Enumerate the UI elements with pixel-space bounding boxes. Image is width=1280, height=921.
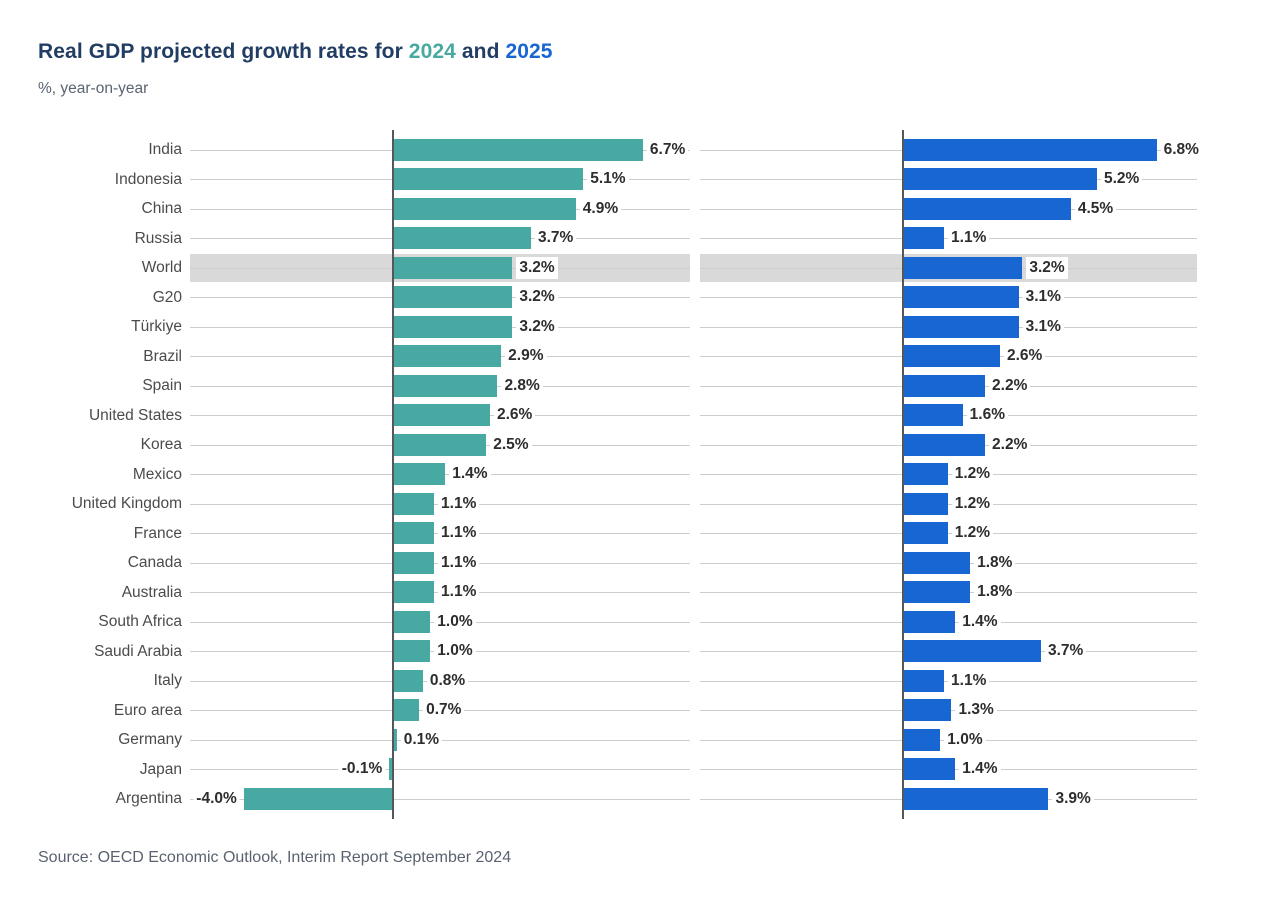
category-label: World [141,259,182,276]
category-labels [0,135,182,814]
value-label: 6.8% [1161,139,1202,161]
bar-2025 [903,640,1041,662]
value-label: 1.8% [974,552,1015,574]
bar-2024 [393,552,434,574]
chart-subtitle: %, year-on-year [38,80,149,97]
value-label: 1.2% [952,493,993,515]
bar-2025 [903,168,1097,190]
panel-2025 [700,135,1197,814]
bar-2024 [393,434,486,456]
value-label: 1.4% [449,463,490,485]
value-label: 3.2% [1026,257,1067,279]
bar-2024 [393,198,576,220]
bar-2024 [393,227,531,249]
bar-2024 [393,316,512,338]
value-label: 1.0% [434,640,475,662]
value-label: 1.4% [959,611,1000,633]
value-label: 1.1% [438,493,479,515]
bar-2025 [903,316,1019,338]
category-label: Brazil [143,347,182,365]
value-label: 1.1% [948,670,989,692]
value-label: 3.9% [1052,788,1093,810]
value-label: 0.1% [401,729,442,751]
value-label: 1.1% [438,581,479,603]
value-label: 1.2% [952,522,993,544]
category-label: Canada [127,554,182,571]
bar-2025 [903,286,1019,308]
bar-2025 [903,434,985,456]
bar-2024 [393,522,434,544]
bar-2024 [393,257,512,279]
value-label: 1.0% [944,729,985,751]
value-label: 0.8% [427,670,468,692]
value-label: 5.1% [587,168,628,190]
value-label: 3.7% [1045,640,1086,662]
bar-2024 [393,345,501,367]
category-label: Germany [118,731,182,748]
category-label: Euro area [113,701,182,719]
title-year-2024: 2024 [408,40,456,63]
source-note: Source: OECD Economic Outlook, Interim Report September 2024 [38,849,512,866]
bar-2024 [393,286,512,308]
bar-2024 [393,699,419,721]
value-label: 4.5% [1075,198,1116,220]
value-label: -0.1% [339,758,386,780]
value-label: 1.3% [955,699,996,721]
value-label: 1.8% [974,581,1015,603]
value-label: 1.2% [952,463,993,485]
bar-2025 [903,139,1157,161]
category-label: South Africa [98,613,182,630]
category-label: Italy [153,672,182,689]
value-label: 1.4% [959,758,1000,780]
leader-line [700,504,1197,505]
bar-2025 [903,404,963,426]
category-label: Korea [140,436,182,453]
bar-2024 [393,581,434,603]
value-label: 2.5% [490,434,531,456]
category-label: United States [88,406,182,424]
category-label: France [133,524,182,542]
value-label: 6.7% [647,139,688,161]
category-label: Indonesia [114,170,182,188]
bar-2024 [393,670,423,692]
bar-2024 [393,168,583,190]
value-label: 2.9% [505,345,546,367]
bar-2025 [903,493,948,515]
chart-title [38,40,553,64]
value-label: 3.7% [535,227,576,249]
title-conjunction: and [455,40,506,63]
value-label: 0.7% [423,699,464,721]
category-label: Argentina [115,790,182,807]
bar-2024 [393,404,490,426]
bar-2025 [903,729,940,751]
bar-2025 [903,463,948,485]
bar-2024 [393,139,643,161]
category-label: United Kingdom [71,495,182,512]
value-label: 3.2% [516,316,557,338]
bar-chart [0,135,1280,814]
value-label: 2.2% [989,375,1030,397]
value-label: 1.6% [967,404,1008,426]
bar-2025 [903,788,1048,810]
title-year-2025: 2025 [505,40,553,63]
bar-2025 [903,611,955,633]
leader-line [190,769,690,770]
leader-line [700,533,1197,534]
bar-2024 [393,375,497,397]
bar-2024 [393,640,430,662]
axis-line-2025 [902,130,904,819]
bar-2025 [903,522,948,544]
category-label: China [141,200,182,217]
axis-line-2024 [392,130,394,819]
bar-2025 [903,227,944,249]
bar-2025 [903,552,970,574]
title-text: Real GDP projected growth rates for [38,40,409,63]
value-label: 1.1% [948,227,989,249]
value-label: 2.6% [494,404,535,426]
bar-2025 [903,198,1071,220]
leader-line [700,474,1197,475]
bar-2025 [903,758,955,780]
value-label: 3.2% [516,257,557,279]
bar-2024 [393,493,434,515]
value-label: 1.0% [434,611,475,633]
category-label: G20 [152,288,182,306]
bar-2025 [903,257,1022,279]
value-label: 2.8% [501,375,542,397]
bar-2025 [903,375,985,397]
category-label: Türkiye [131,318,182,335]
value-label: 4.9% [580,198,621,220]
value-label: 2.2% [989,434,1030,456]
value-label: 2.6% [1004,345,1045,367]
category-label: Saudi Arabia [94,642,182,660]
bar-2025 [903,581,970,603]
category-label: India [148,141,182,158]
category-label: Mexico [132,465,182,483]
value-label: 5.2% [1101,168,1142,190]
bar-2024 [244,788,393,810]
value-label: -4.0% [193,788,240,810]
value-label: 1.1% [438,522,479,544]
bar-2025 [903,699,951,721]
value-label: 3.2% [516,286,557,308]
bar-2024 [393,463,445,485]
bar-2025 [903,670,944,692]
category-label: Australia [121,583,182,601]
value-label: 3.1% [1023,316,1064,338]
value-label: 1.1% [438,552,479,574]
value-label: 3.1% [1023,286,1064,308]
panel-2024 [190,135,690,814]
category-label: Russia [134,229,182,247]
category-label: Spain [142,377,182,394]
bar-2025 [903,345,1000,367]
category-label: Japan [139,760,182,778]
bar-2024 [393,611,430,633]
